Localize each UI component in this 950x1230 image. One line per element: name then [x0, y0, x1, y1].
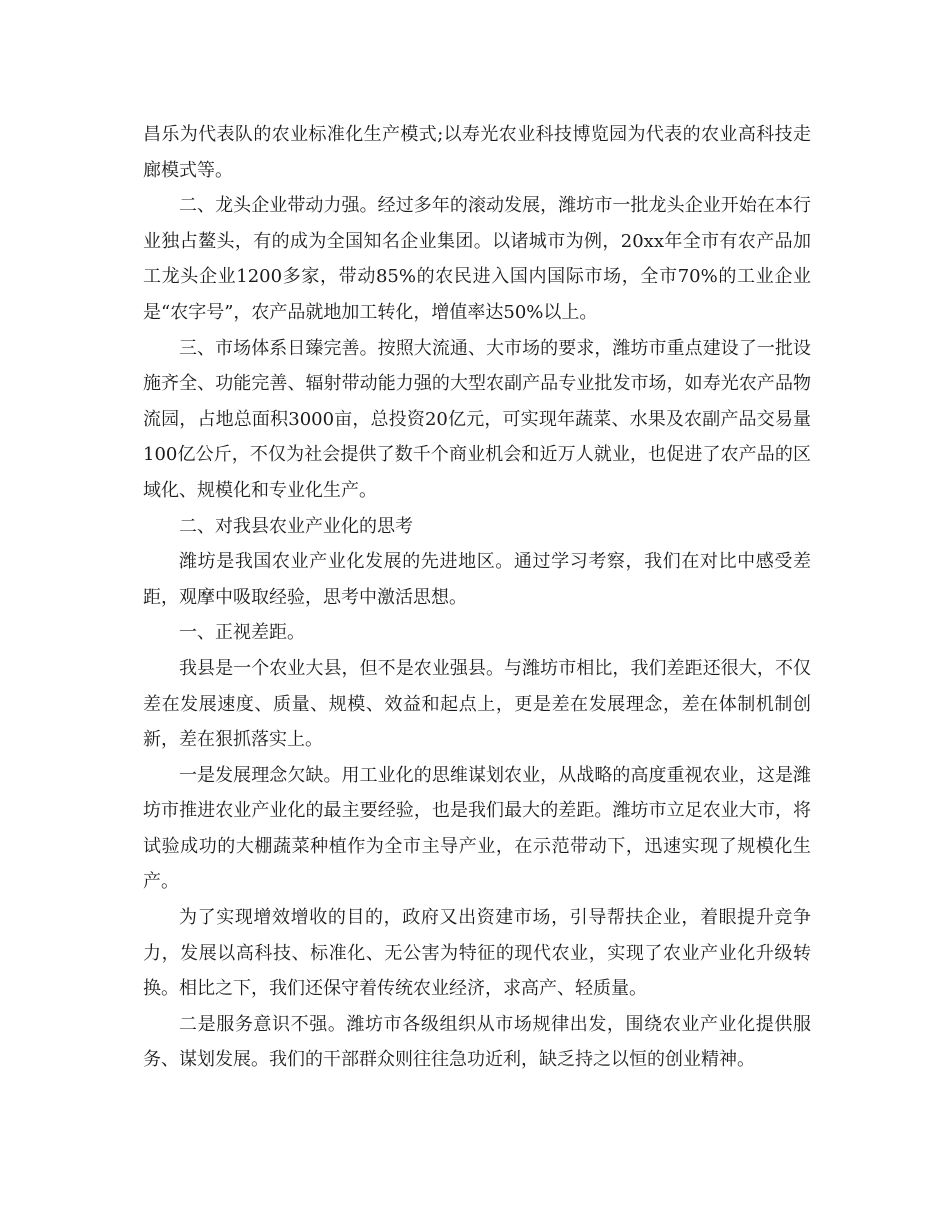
paragraph: 昌乐为代表队的农业标准化生产模式;以寿光农业科技博览园为代表的农业高科技走廊模式等。 [143, 124, 811, 181]
paragraph: 一是发展理念欠缺。用工业化的思维谋划农业，从战略的高度重视农业，这是潍坊市推进农业产业化的最主要经验，也是我们最大的差距。潍坊市立足农业大市，将试验成功的大棚蔬菜种植作为全市主导产业，在示范带动下，迅速实现了规模化生产。 [143, 764, 811, 893]
paragraph: 二、龙头企业带动力强。经过多年的滚动发展，潍坊市一批龙头企业开始在本行业独占鳌头，有的成为全国知名企业集团。以诸城市为例，20xx年全市有农产品加工龙头企业1200多家，带动85%的农民进入国内国际市场，全市70%的工业企业是“农字号”，农产品就地加工转化，增值率达50%以上。 [143, 195, 811, 323]
document-body [143, 117, 811, 1078]
paragraph: 我县是一个农业大县，但不是农业强县。与潍坊市相比，我们差距还很大，不仅差在发展速度、质量、规模、效益和起点上，更是差在发展理念，差在体制机制创新，差在狠抓落实上。 [143, 657, 811, 751]
paragraph: 二是服务意识不强。潍坊市各级组织从市场规律出发，围绕农业产业化提供服务、谋划发展。我们的干部群众则往往急功近利，缺乏持之以恒的创业精神。 [143, 1013, 811, 1071]
paragraph: 三、市场体系日臻完善。按照大流通、大市场的要求，潍坊市重点建设了一批设施齐全、功能完善、辐射带动能力强的大型农副产品专业批发市场，如寿光农产品物流园，占地总面积3000亩，总投资20亿元，可实现年蔬菜、水果及农副产品交易量100亿公斤，不仅为社会提供了数千个商业机会和近万人就业，也促进了农产品的区域化、规模化和专业化生产。 [143, 337, 811, 501]
subsection-heading: 一、正视差距。 [179, 622, 305, 644]
paragraph: 为了实现增效增收的目的，政府又出资建市场，引导帮扶企业，着眼提升竞争力，发展以高科技、标准化、无公害为特征的现代农业，实现了农业产业化升级转换。相比之下，我们还保守着传统农业经济，求高产、轻质量。 [143, 907, 811, 1000]
paragraph: 潍坊是我国农业产业化发展的先进地区。通过学习考察，我们在对比中感受差距，观摩中吸取经验，思考中激活思想。 [143, 551, 811, 608]
section-heading: 二、对我县农业产业化的思考 [179, 515, 413, 537]
